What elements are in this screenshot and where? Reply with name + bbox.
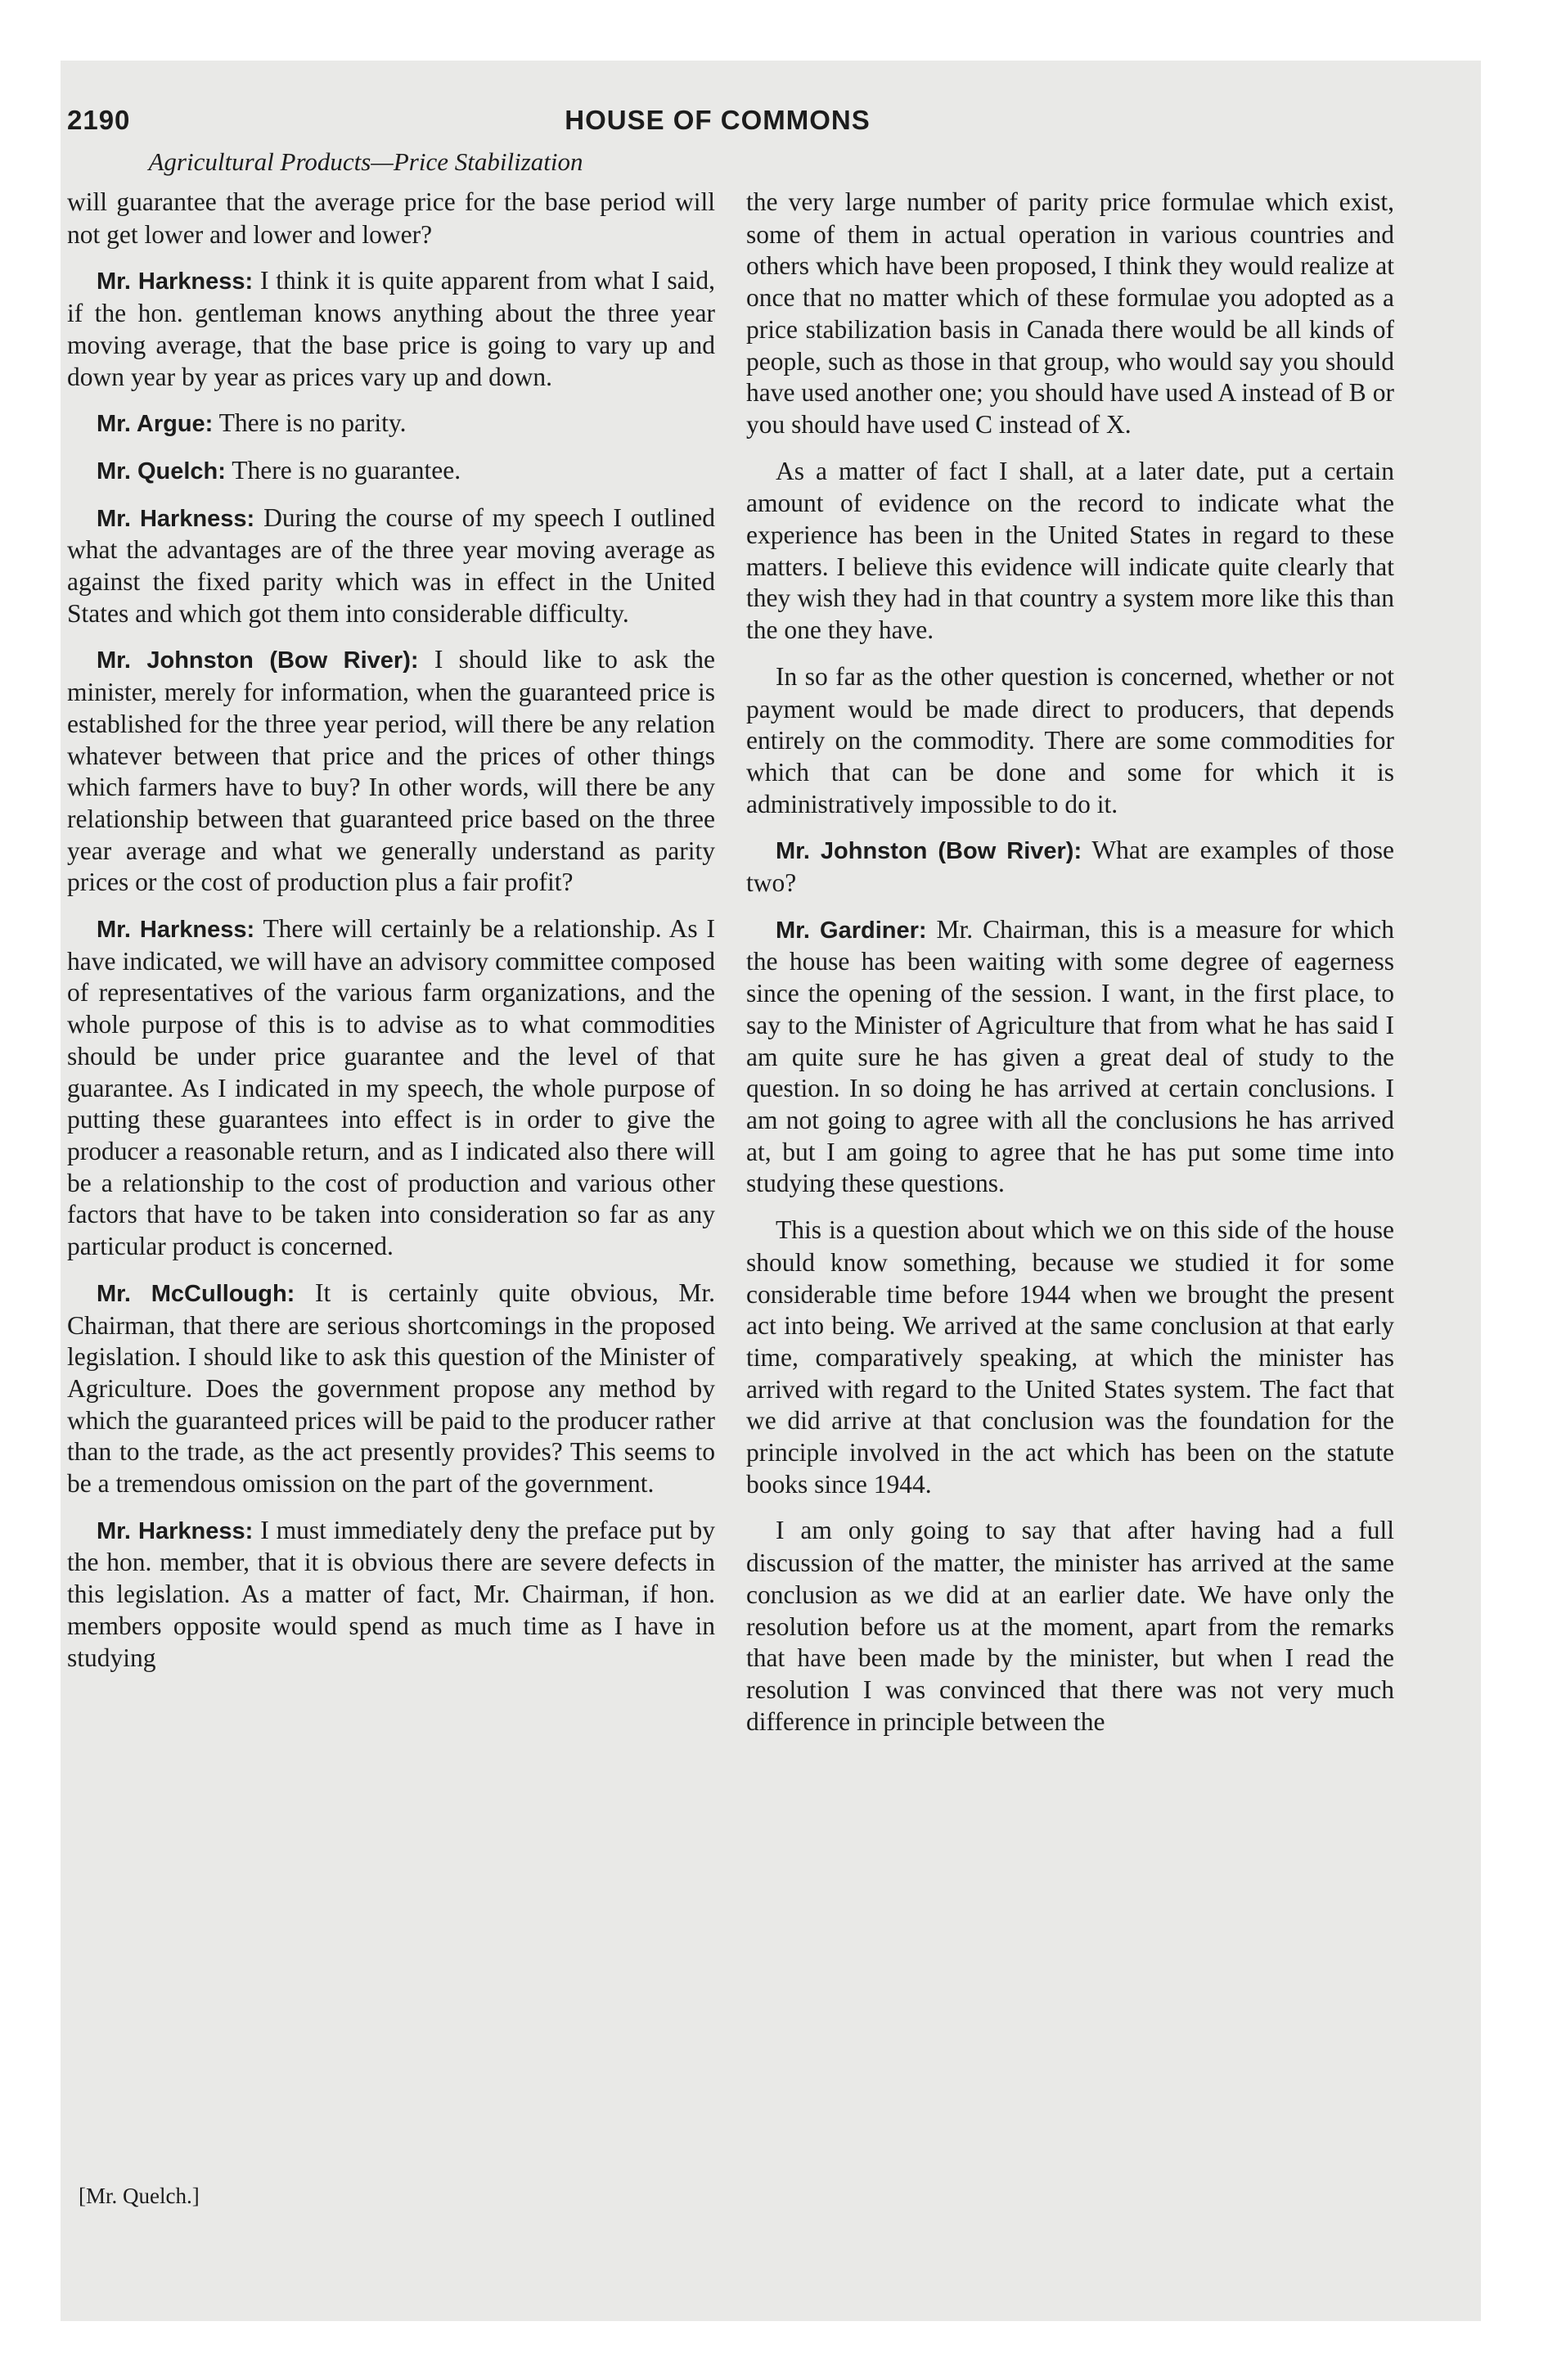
paragraph bbox=[67, 187, 715, 250]
paragraph bbox=[67, 503, 715, 630]
paragraph bbox=[746, 456, 1394, 647]
speaker-name: Mr. Gardiner: bbox=[776, 917, 927, 944]
running-title: HOUSE OF COMMONS bbox=[565, 105, 871, 135]
speaker-attribution: [Mr. Quelch.] bbox=[79, 2184, 200, 2208]
paragraph-text: I think it is quite apparent from what I said, if the hon. gentleman knows anything about the three year moving average, that the base price is going to vary up and down year by year as prices vary up and down. bbox=[67, 266, 715, 391]
speaker-name: Mr. Harkness: bbox=[97, 268, 254, 295]
subject-heading: Agricultural Products—Price Stabilization bbox=[148, 147, 583, 176]
paragraph bbox=[746, 187, 1394, 441]
speaker-name: Mr. Johnston (Bow River): bbox=[776, 838, 1082, 865]
speaker-name: Mr. Harkness: bbox=[97, 917, 255, 944]
right-column bbox=[746, 187, 1394, 1752]
paragraph bbox=[67, 408, 715, 440]
paragraph-text: It is certainly quite obvious, Mr. Chairman, that there are serious shortcomings in the proposed legislation. I should like to ask this question of the Minister of Agriculture. Does the government propose any method by which the guaranteed prices will be paid to the producer rather than to the trade, as the act presently provides? This seems to be a tremendous omission on the part of the government. bbox=[67, 1278, 716, 1499]
paragraph bbox=[67, 265, 715, 393]
paragraph bbox=[746, 1515, 1394, 1738]
speaker-name: Mr. Johnston (Bow River): bbox=[97, 647, 419, 674]
paragraph-text: I should like to ask the minister, merely for information, when the guaranteed price is established for the three year period, will there be any relation whatever between that price and the prices of other things which farmers have to buy? In other words, will there be any relationship between that guaranteed price based on the three year average and what we generally understand as parity prices or the cost of production plus a fair profit? bbox=[67, 645, 715, 897]
paragraph-text: the very large number of parity price formulae which exist, some of them in actual operation in various countries and others which have been proposed, I think they would realize at once that no matter which of these formulae you adopted as a price stabilization basis in Canada there would be all kinds of people, such as those in that group, who would say you should have used another one; you should have used A instead of B or you should have used C instead of X. bbox=[746, 187, 1394, 439]
paragraph-text: There is no parity. bbox=[213, 408, 407, 438]
paragraph-text: will guarantee that the average price for the base period will not get lower and lower and lower? bbox=[67, 187, 715, 249]
paragraph-text: Mr. Chairman, this is a measure for which the house has been waiting with some degree of eagerness since the opening of the session. I want, in the first place, to say to the Minister of Agriculture that from what he has said I am quite sure he has given a great deal of study to the question. In so doing he has arrived at certain conclusions. I am not going to agree with all the conclusions he has arrived at, but I am going to agree that he has put some time into studying these questions. bbox=[746, 914, 1394, 1198]
paragraph-text: In so far as the other question is concerned, whether or not payment would be made direct to producers, that depends entirely on the commodity. There are some commodities for which that can be done and some for which it is administratively impossible to do it. bbox=[746, 661, 1394, 818]
paragraph-text: There is no guarantee. bbox=[225, 455, 461, 485]
speaker-name: Mr. Quelch: bbox=[97, 458, 226, 485]
paragraph-text: I must immediately deny the preface put by the hon. member, that it is obvious there are severe defects in this legislation. As a matter of fact, Mr. Chairman, if hon. members opposite would spend as much time as I have in studying bbox=[67, 1515, 716, 1672]
paragraph bbox=[67, 644, 715, 899]
paragraph-text: There will certainly be a relationship. As I have indicated, we will have an advisory committee composed of representatives of the various farm organizations, and the whole purpose of this is to advise as to what commodities should be under price guarantee and the level of that guarantee. As I indicated in my speech, the whole purpose of putting these guarantees into effect is in order to give the producer a reasonable return, and as I indicated also there will be a relationship to the cost of production and various other factors that have to be taken into consideration so far as any particular product is concerned. bbox=[67, 914, 715, 1261]
paragraph bbox=[67, 1278, 715, 1500]
left-column bbox=[67, 187, 715, 1688]
speaker-name: Mr. Argue: bbox=[97, 411, 214, 438]
paragraph bbox=[746, 914, 1394, 1200]
paragraph bbox=[746, 661, 1394, 821]
paragraph-text: This is a question about which we on this side of the house should know something, because we studied it for some considerable time before 1944 when we brought the present act into being. We arrived at the same conclusion at that early time, comparatively speaking, at which the minister has arrived with regard to the United States system. The fact that we did arrive at that conclusion was the foundation for the principle involved in the act which has been on the statute books since 1944. bbox=[746, 1215, 1394, 1499]
speaker-name: Mr. McCullough: bbox=[97, 1280, 295, 1307]
paragraph-text: I am only going to say that after having had a full discussion of the matter, the minister has arrived at the same conclusion as we did at an earlier date. We have only the resolution before us at the moment, apart from the remarks that have been made by the minister, but when I read the resolution I was convinced that there was not very much difference in principle between the bbox=[746, 1516, 1394, 1736]
paragraph bbox=[67, 455, 715, 488]
paragraph bbox=[67, 1515, 715, 1675]
speaker-name: Mr. Harkness: bbox=[97, 505, 255, 532]
speaker-name: Mr. Harkness: bbox=[97, 1517, 254, 1544]
paragraph bbox=[746, 1215, 1394, 1500]
paragraph-text: What are examples of those two? bbox=[746, 836, 1394, 898]
paragraph bbox=[67, 913, 715, 1263]
paragraph bbox=[746, 835, 1394, 899]
page-number: 2190 bbox=[67, 105, 131, 135]
paragraph-text: During the course of my speech I outlined what the advantages are of the three year moving average as against the fixed parity which was in effect in the United States and which got them into considerable difficulty. bbox=[67, 503, 716, 628]
paragraph-text: As a matter of fact I shall, at a later date, put a certain amount of evidence on the record to indicate what the experience has been in the United States in regard to these matters. I believe this evidence will indicate quite clearly that they wish they had in that country a system more like this than the one they have. bbox=[746, 456, 1394, 645]
page-header bbox=[67, 105, 1368, 146]
